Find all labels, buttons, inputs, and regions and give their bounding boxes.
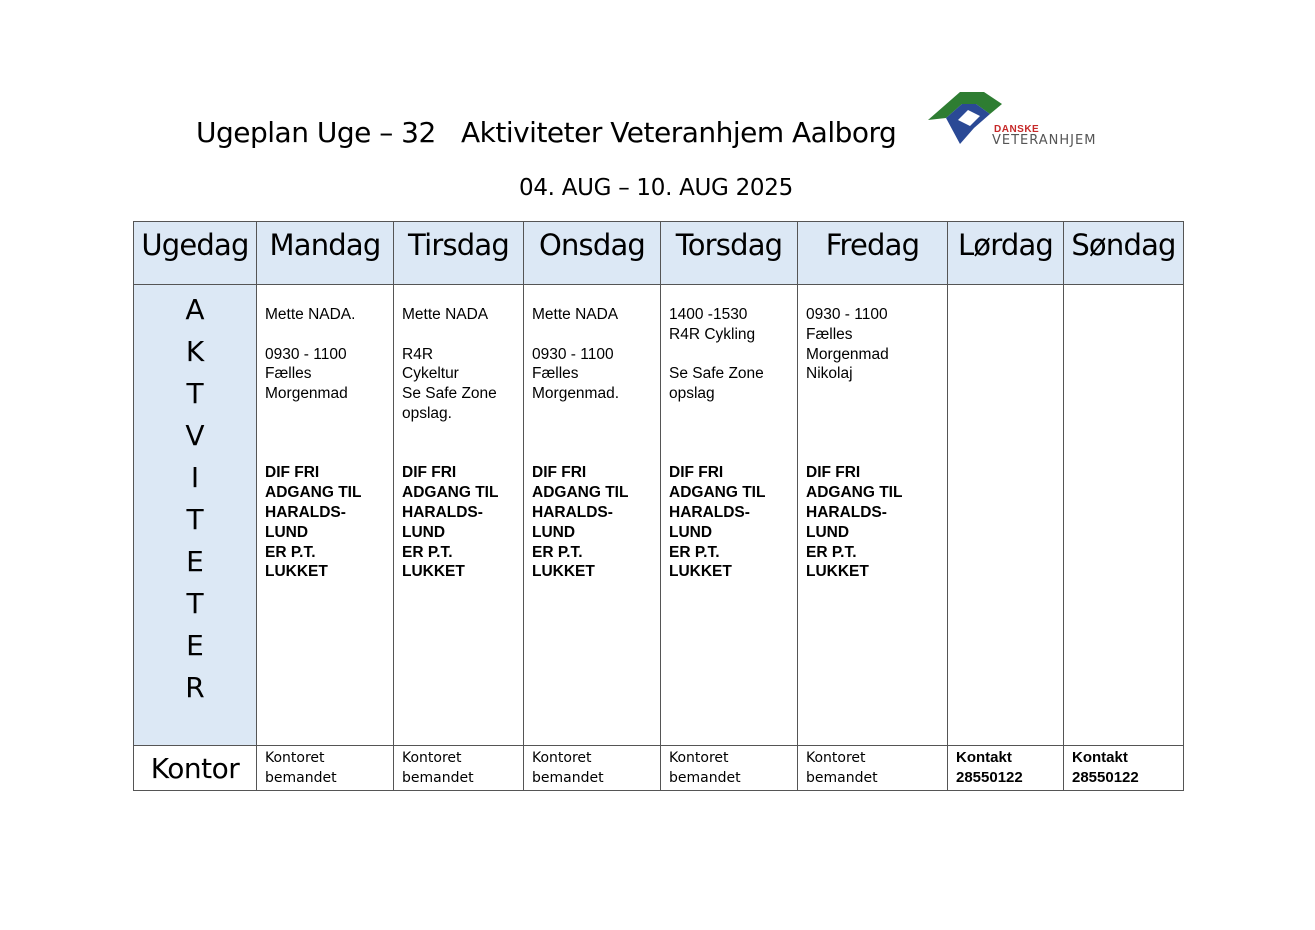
office-line: bemandet: [669, 770, 741, 786]
office-line: 28550122: [1072, 769, 1139, 786]
header-mandag: Mandag: [257, 222, 394, 285]
office-line: Kontoret: [402, 750, 462, 766]
office-line: Kontoret: [806, 750, 866, 766]
office-cell-onsdag: [524, 746, 661, 791]
header-torsdag: Torsdag: [661, 222, 798, 285]
activity-line: Morgenmad.: [532, 385, 620, 403]
side-letter: A: [185, 293, 205, 326]
weekly-schedule-table: [133, 221, 1184, 791]
header-row: [134, 222, 1184, 285]
office-line: bemandet: [402, 770, 474, 786]
activity-notice-line: LUND: [532, 523, 576, 541]
activity-notice-line: DIF FRI: [669, 464, 724, 482]
activity-notice-line: DIF FRI: [402, 464, 457, 482]
activity-cell-lordag: [948, 285, 1064, 746]
activity-cell-torsdag: [661, 285, 798, 746]
line-gap: [669, 424, 797, 444]
activity-notice-line: ER P.T.: [669, 543, 720, 561]
activity-notice-line: LUKKET: [532, 563, 595, 581]
activity-notice-line: HARALDS-: [532, 503, 613, 521]
activity-cell-sondag: [1064, 285, 1184, 746]
activities-side-label: [134, 285, 257, 746]
line-gap: [265, 325, 393, 345]
activity-line: Se Safe Zone: [669, 365, 764, 383]
side-letter: T: [186, 587, 204, 620]
line-gap: [265, 404, 393, 424]
office-line: bemandet: [265, 770, 337, 786]
activity-line: Fælles: [806, 325, 853, 343]
office-label: Kontor: [134, 746, 257, 791]
line-gap: [806, 404, 947, 424]
activity-cell-fredag: [798, 285, 948, 746]
side-letter: E: [186, 629, 204, 662]
activity-line: Cykeltur: [402, 365, 459, 383]
activity-line: R4R Cykling: [669, 325, 756, 343]
activity-line: Mette NADA.: [265, 306, 356, 323]
activity-cell-mandag: [257, 285, 394, 746]
office-line: Kontoret: [265, 750, 325, 766]
line-gap: [532, 424, 660, 444]
activity-line: Fælles: [532, 365, 579, 383]
office-line: bemandet: [532, 770, 604, 786]
line-gap: [669, 345, 797, 365]
activities-row: [134, 285, 1184, 746]
activity-notice-line: HARALDS-: [265, 503, 346, 521]
header-tirsdag: Tirsdag: [394, 222, 524, 285]
line-gap: [532, 444, 660, 464]
side-letter: E: [186, 545, 204, 578]
activity-notice-line: LUKKET: [402, 563, 465, 581]
activity-line: Morgenmad: [806, 345, 889, 363]
header-ugedag: Ugedag: [134, 222, 257, 285]
line-gap: [532, 325, 660, 345]
activity-notice-line: DIF FRI: [265, 464, 320, 482]
activity-line: R4R: [402, 345, 434, 363]
activity-line: opslag.: [402, 404, 452, 422]
activity-notice-line: ER P.T.: [265, 543, 316, 561]
activity-notice-line: ADGANG TIL: [532, 484, 629, 502]
activity-notice-line: DIF FRI: [532, 464, 587, 482]
activity-notice-line: HARALDS-: [402, 503, 483, 521]
activity-cell-onsdag: [524, 285, 661, 746]
activity-notice-line: LUND: [806, 523, 850, 541]
activity-notice-line: DIF FRI: [806, 464, 861, 482]
activity-notice-line: ER P.T.: [532, 543, 583, 561]
side-letter: K: [185, 335, 205, 368]
activity-notice-line: LUKKET: [806, 563, 869, 581]
line-gap: [265, 424, 393, 444]
activity-line: 0930 - 1100: [532, 345, 614, 363]
activity-notice-line: ER P.T.: [402, 543, 453, 561]
activity-notice-line: LUKKET: [265, 563, 328, 581]
activity-line: 0930 - 1100: [806, 306, 888, 323]
activity-notice-line: LUKKET: [669, 563, 732, 581]
line-gap: [806, 424, 947, 444]
side-letter: T: [186, 377, 204, 410]
logo-bottom-text: VETERANHJEM: [992, 133, 1097, 148]
office-line: Kontoret: [669, 750, 729, 766]
activity-line: Se Safe Zone: [402, 385, 497, 403]
danske-veteranhjem-logo: [926, 90, 1126, 150]
office-cell-sondag: [1064, 746, 1184, 791]
activity-notice-line: ADGANG TIL: [806, 484, 903, 502]
office-line: bemandet: [806, 770, 878, 786]
line-gap: [806, 444, 947, 464]
office-cell-tirsdag: [394, 746, 524, 791]
line-gap: [402, 424, 523, 444]
header-onsdag: Onsdag: [524, 222, 661, 285]
side-letter: T: [186, 503, 204, 536]
activity-notice-line: LUND: [402, 523, 446, 541]
activity-line: 1400 -1530: [669, 306, 748, 323]
line-gap: [265, 444, 393, 464]
activity-line: opslag: [669, 385, 715, 403]
side-letter: R: [185, 671, 205, 704]
activity-line: Fælles: [265, 365, 312, 383]
logo-top-text: DANSKE: [994, 124, 1040, 135]
line-gap: [402, 325, 523, 345]
activity-notice-line: ADGANG TIL: [265, 484, 362, 502]
line-gap: [669, 404, 797, 424]
page-title: Ugeplan Uge – 32 Aktiviteter Veteranhjem Aalborg: [196, 116, 897, 149]
activity-notice-line: ER P.T.: [806, 543, 857, 561]
line-gap: [402, 444, 523, 464]
activity-cell-tirsdag: [394, 285, 524, 746]
activity-notice-line: HARALDS-: [669, 503, 750, 521]
office-cell-mandag: [257, 746, 394, 791]
office-row: [134, 746, 1184, 791]
side-letter: I: [190, 461, 200, 494]
office-cell-torsdag: [661, 746, 798, 791]
vertical-letters: [134, 285, 256, 709]
office-line: Kontakt: [1072, 749, 1128, 766]
activity-line: Nikolaj: [806, 365, 853, 383]
header-sondag: Søndag: [1064, 222, 1184, 285]
header-lordag: Lørdag: [948, 222, 1064, 285]
line-gap: [806, 384, 947, 404]
office-line: Kontakt: [956, 749, 1012, 766]
side-letter: V: [185, 419, 205, 452]
header-fredag: Fredag: [798, 222, 948, 285]
office-cell-fredag: [798, 746, 948, 791]
activity-notice-line: ADGANG TIL: [402, 484, 499, 502]
date-range: 04. AUG – 10. AUG 2025: [519, 175, 793, 201]
line-gap: [532, 404, 660, 424]
activity-notice-line: LUND: [669, 523, 713, 541]
activity-notice-line: HARALDS-: [806, 503, 887, 521]
activity-line: Morgenmad: [265, 385, 348, 403]
office-cell-lordag: [948, 746, 1064, 791]
office-line: 28550122: [956, 769, 1023, 786]
activity-line: 0930 - 1100: [265, 345, 347, 363]
activity-line: Mette NADA: [532, 306, 619, 323]
office-line: Kontoret: [532, 750, 592, 766]
line-gap: [669, 444, 797, 464]
activity-notice-line: LUND: [265, 523, 309, 541]
activity-notice-line: ADGANG TIL: [669, 484, 766, 502]
activity-line: Mette NADA: [402, 306, 489, 323]
